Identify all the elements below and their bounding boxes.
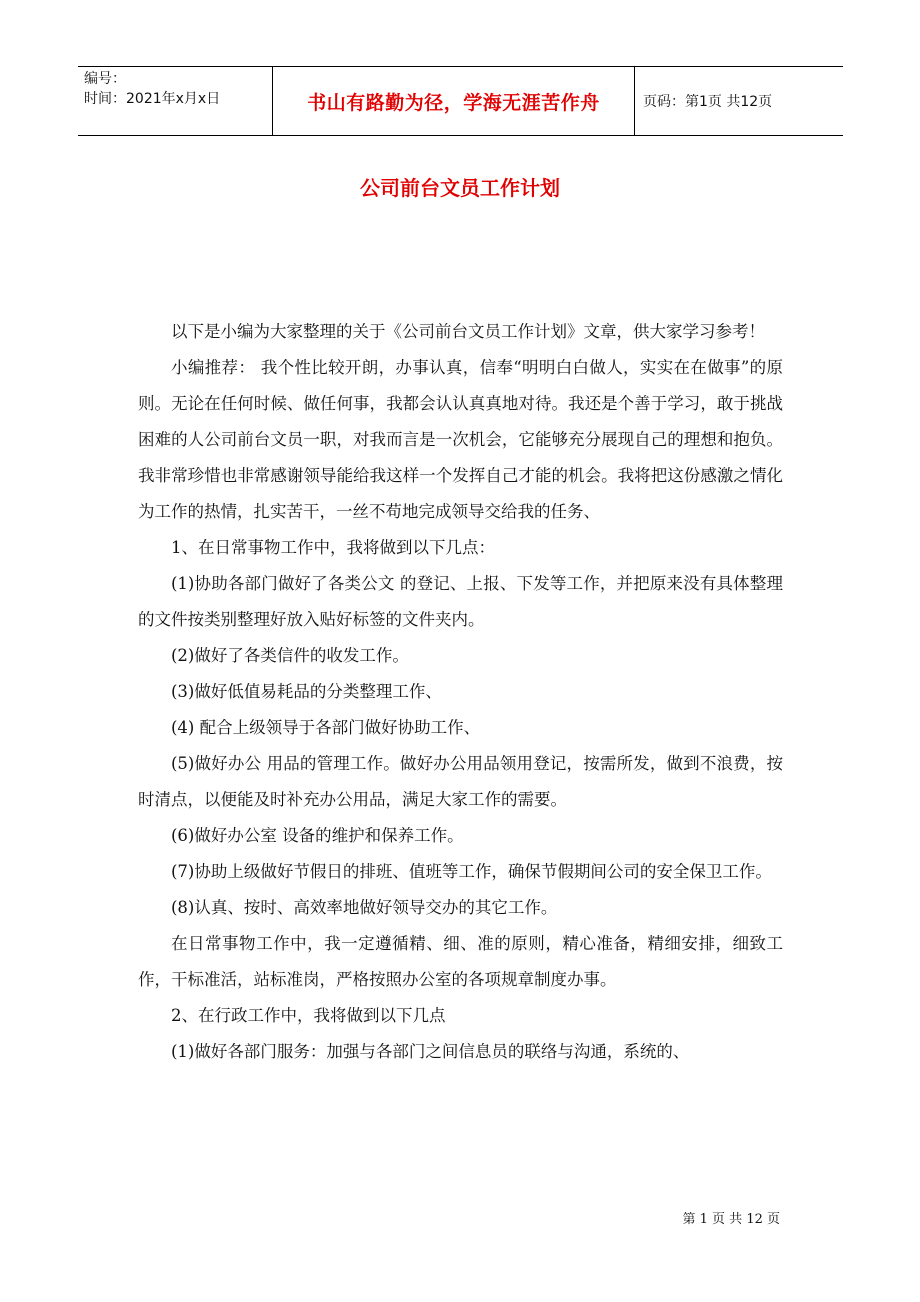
paragraph: (6)做好办公室 设备的维护和保养工作。: [171, 826, 464, 845]
paragraph: (8)认真、按时、高效率地做好领导交办的其它工作。: [171, 898, 558, 917]
paragraph: (4) 配合上级领导于各部门做好协助工作、: [171, 718, 481, 737]
paragraph: (1)协助各部门做好了各类公文 的登记、上报、下发等工作，并把原来没有具体整理的文件按类别整理好放入贴好标签的文件夹内。: [138, 574, 783, 629]
paragraph: (2)做好了各类信件的收发工作。: [171, 646, 409, 665]
paragraph: 小编推荐： 我个性比较开朗，办事认真，信奉“明明白白做人，实实在在做事”的原则。无论在任何时候、做任何事，我都会认认真真地对待。我还是个善于学习，敢于挑战困难的人公司前台文员一职，对我而言是一次机会，它能够充分展现自己的理想和抱负。我非常珍惜也非常感谢领导能给我这样一个发挥自己才能的机会。我将把这份感激之情化为工作的热情，扎实苦干，一丝不苟地完成领导交给我的任务、: [138, 358, 783, 521]
document-header: [78, 66, 843, 136]
header-motto: 书山有路勤为径，学海无涯苦作舟: [273, 67, 635, 135]
header-date-label: 时间：2021年x月x日: [84, 91, 221, 107]
paragraph: (1)做好各部门服务：加强与各部门之间信息员的联络与沟通，系统的、: [171, 1042, 690, 1061]
paragraph: (3)做好低值易耗品的分类整理工作、: [171, 682, 442, 701]
paragraph: 2、在行政工作中，我将做到以下几点: [171, 1006, 446, 1025]
page-footer: 第 1 页 共 12 页: [682, 1212, 780, 1227]
document-title: 公司前台文员工作计划: [360, 176, 560, 200]
header-meta: [78, 67, 273, 135]
header-page-info: 页码：第1页 共12页: [643, 94, 773, 110]
paragraph: (5)做好办公 用品的管理工作。做好办公用品领用登记，按需所发，做到不浪费，按时清点，以便能及时补充办公用品，满足大家工作的需要。: [138, 754, 783, 809]
paragraph: (7)协助上级做好节假日的排班、值班等工作，确保节假期间公司的安全保卫工作。: [171, 862, 772, 881]
paragraph: 以下是小编为大家整理的关于《公司前台文员工作计划》文章，供大家学习参考！: [171, 322, 765, 341]
document-body: [138, 314, 783, 1070]
paragraph: 1、在日常事物工作中，我将做到以下几点：: [171, 538, 495, 557]
paragraph: 在日常事物工作中，我一定遵循精、细、准的原则，精心准备，精细安排，细致工作，干标准活，站标准岗，严格按照办公室的各项规章制度办事。: [138, 934, 783, 989]
header-number-label: 编号：: [84, 71, 126, 87]
